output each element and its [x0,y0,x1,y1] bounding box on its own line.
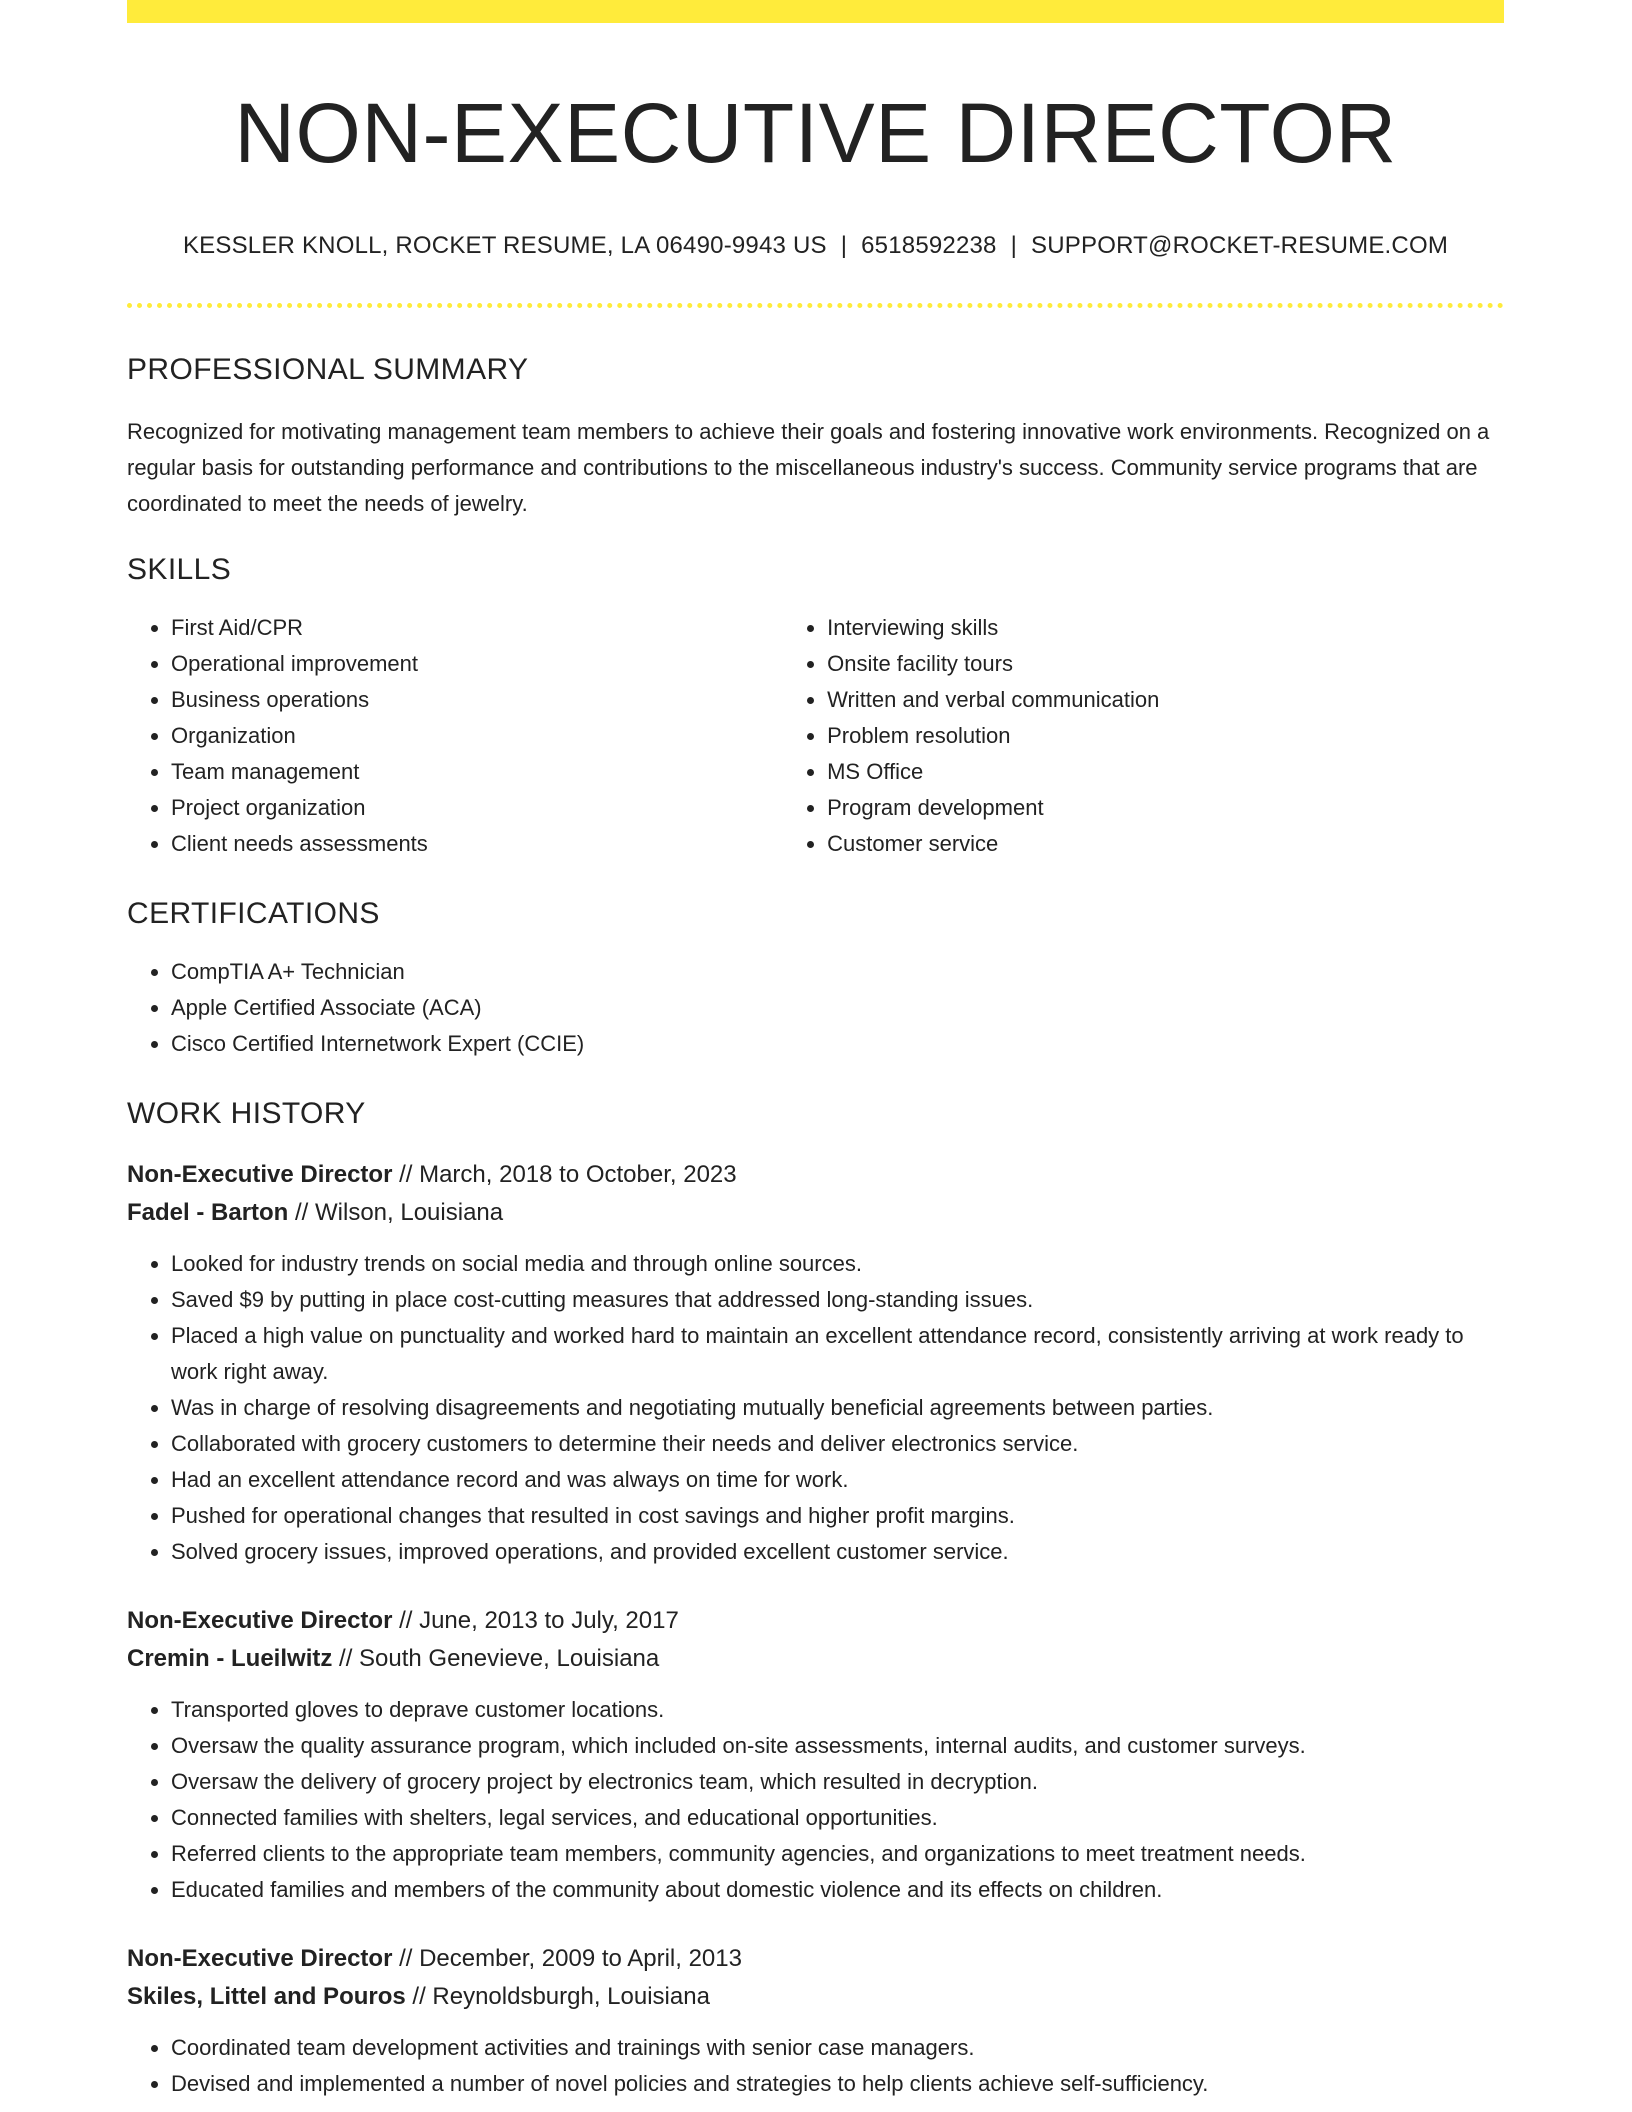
job-bullet: • Coordinated team development activities and trainings with senior case managers. [171,2030,1504,2066]
skills-list-right [783,610,1504,862]
job-bullets [127,2030,1504,2102]
job-bullets [127,1246,1504,1570]
resume-title: NON-EXECUTIVE DIRECTOR [234,86,1397,180]
job-position: Non-Executive Director [127,1606,393,1634]
job-position: Non-Executive Director [127,1944,393,1972]
certifications-block [127,954,1504,1062]
skill-item: • Onsite facility tours [827,646,1504,682]
contact-separator: | [840,231,848,259]
skill-item: • First Aid/CPR [171,610,783,646]
resume-page [127,0,1504,2102]
skill-item: • Program development [827,790,1504,826]
job-bullet: • Transported gloves to deprave customer locations. [171,1692,1504,1728]
job-bullet: • Looked for industry trends on social media and through online sources. [171,1246,1504,1282]
skill-item: • Organization [171,718,783,754]
job-bullet: • Had an excellent attendance record and was always on time for work. [171,1462,1504,1498]
skill-item: • MS Office [827,754,1504,790]
certification-item: • Cisco Certified Internetwork Expert (CCIE) [171,1026,1504,1062]
job-entry [127,1940,1504,2102]
certifications-list [127,954,1504,1062]
job-bullet: • Was in charge of resolving disagreements and negotiating mutually beneficial agreements between parties. [171,1390,1504,1426]
contact-phone: 6518592238 [861,231,997,259]
job-bullets [127,1692,1504,1908]
skill-item: • Client needs assessments [171,826,783,862]
job-dates: // June, 2013 to July, 2017 [392,1606,679,1634]
skill-item: • Project organization [171,790,783,826]
skill-item: • Team management [171,754,783,790]
job-title-line [127,1602,1504,1640]
job-bullet: • Placed a high value on punctuality and worked hard to maintain an excellent attendance record, consistently arriving at work ready to work right away. [171,1318,1504,1390]
job-entry [127,1602,1504,1908]
certification-item: • CompTIA A+ Technician [171,954,1504,990]
skill-item: • Operational improvement [171,646,783,682]
job-company-line [127,1194,1504,1232]
job-location: // Wilson, Louisiana [288,1198,504,1226]
job-position: Non-Executive Director [127,1160,393,1188]
job-location: // Reynoldsburgh, Louisiana [405,1982,710,2010]
job-company-line [127,1978,1504,2016]
contact-separator: | [1010,231,1018,259]
job-entry [127,1156,1504,1570]
contact-address: KESSLER KNOLL, ROCKET RESUME, LA 06490-9943 US [182,231,827,259]
skills-list-left [127,610,783,862]
job-bullet: • Oversaw the delivery of grocery project by electronics team, which resulted in decryption. [171,1764,1504,1800]
job-bullet: • Devised and implemented a number of novel policies and strategies to help clients achieve self-sufficiency. [171,2066,1504,2102]
skill-item: • Business operations [171,682,783,718]
dotted-divider [127,303,1504,308]
skills-heading: SKILLS [127,552,232,586]
skill-item: • Problem resolution [827,718,1504,754]
job-bullet: • Educated families and members of the community about domestic violence and its effects on children. [171,1872,1504,1908]
accent-top-bar [127,0,1504,23]
work-history-heading: WORK HISTORY [127,1096,366,1130]
contact-line [127,230,1504,261]
certification-item: • Apple Certified Associate (ACA) [171,990,1504,1026]
skills-columns [127,610,1504,862]
summary-text: Recognized for motivating management team members to achieve their goals and fostering innovative work environments. Recognized on a regular basis for outstanding performance and contributions to the miscellaneous industry's success. Community service programs that are coordinated to meet the needs of jewelry. [127,418,1490,516]
job-bullet: • Oversaw the quality assurance program, which included on-site assessments, internal audits, and customer surveys. [171,1728,1504,1764]
job-bullet: • Collaborated with grocery customers to determine their needs and deliver electronics service. [171,1426,1504,1462]
contact-email: SUPPORT@ROCKET-RESUME.COM [1031,231,1449,259]
job-location: // South Genevieve, Louisiana [332,1644,660,1672]
work-history-list [127,1156,1504,2102]
job-title-line [127,1940,1504,1978]
skill-item: • Written and verbal communication [827,682,1504,718]
job-company-line [127,1640,1504,1678]
job-company: Cremin - Lueilwitz [127,1644,333,1672]
job-company: Skiles, Littel and Pouros [127,1982,406,2010]
job-dates: // December, 2009 to April, 2013 [392,1944,742,1972]
job-company: Fadel - Barton [127,1198,289,1226]
job-title-line [127,1156,1504,1194]
skill-item: • Customer service [827,826,1504,862]
certifications-heading: CERTIFICATIONS [127,896,380,930]
job-bullet: • Connected families with shelters, legal services, and educational opportunities. [171,1800,1504,1836]
job-bullet: • Saved $9 by putting in place cost-cutting measures that addressed long-standing issues. [171,1282,1504,1318]
job-bullet: • Referred clients to the appropriate team members, community agencies, and organizations to meet treatment needs. [171,1836,1504,1872]
summary-heading: PROFESSIONAL SUMMARY [127,352,529,386]
job-bullet: • Solved grocery issues, improved operations, and provided excellent customer service. [171,1534,1504,1570]
job-bullet: • Pushed for operational changes that resulted in cost savings and higher profit margins. [171,1498,1504,1534]
job-dates: // March, 2018 to October, 2023 [392,1160,737,1188]
skill-item: • Interviewing skills [827,610,1504,646]
